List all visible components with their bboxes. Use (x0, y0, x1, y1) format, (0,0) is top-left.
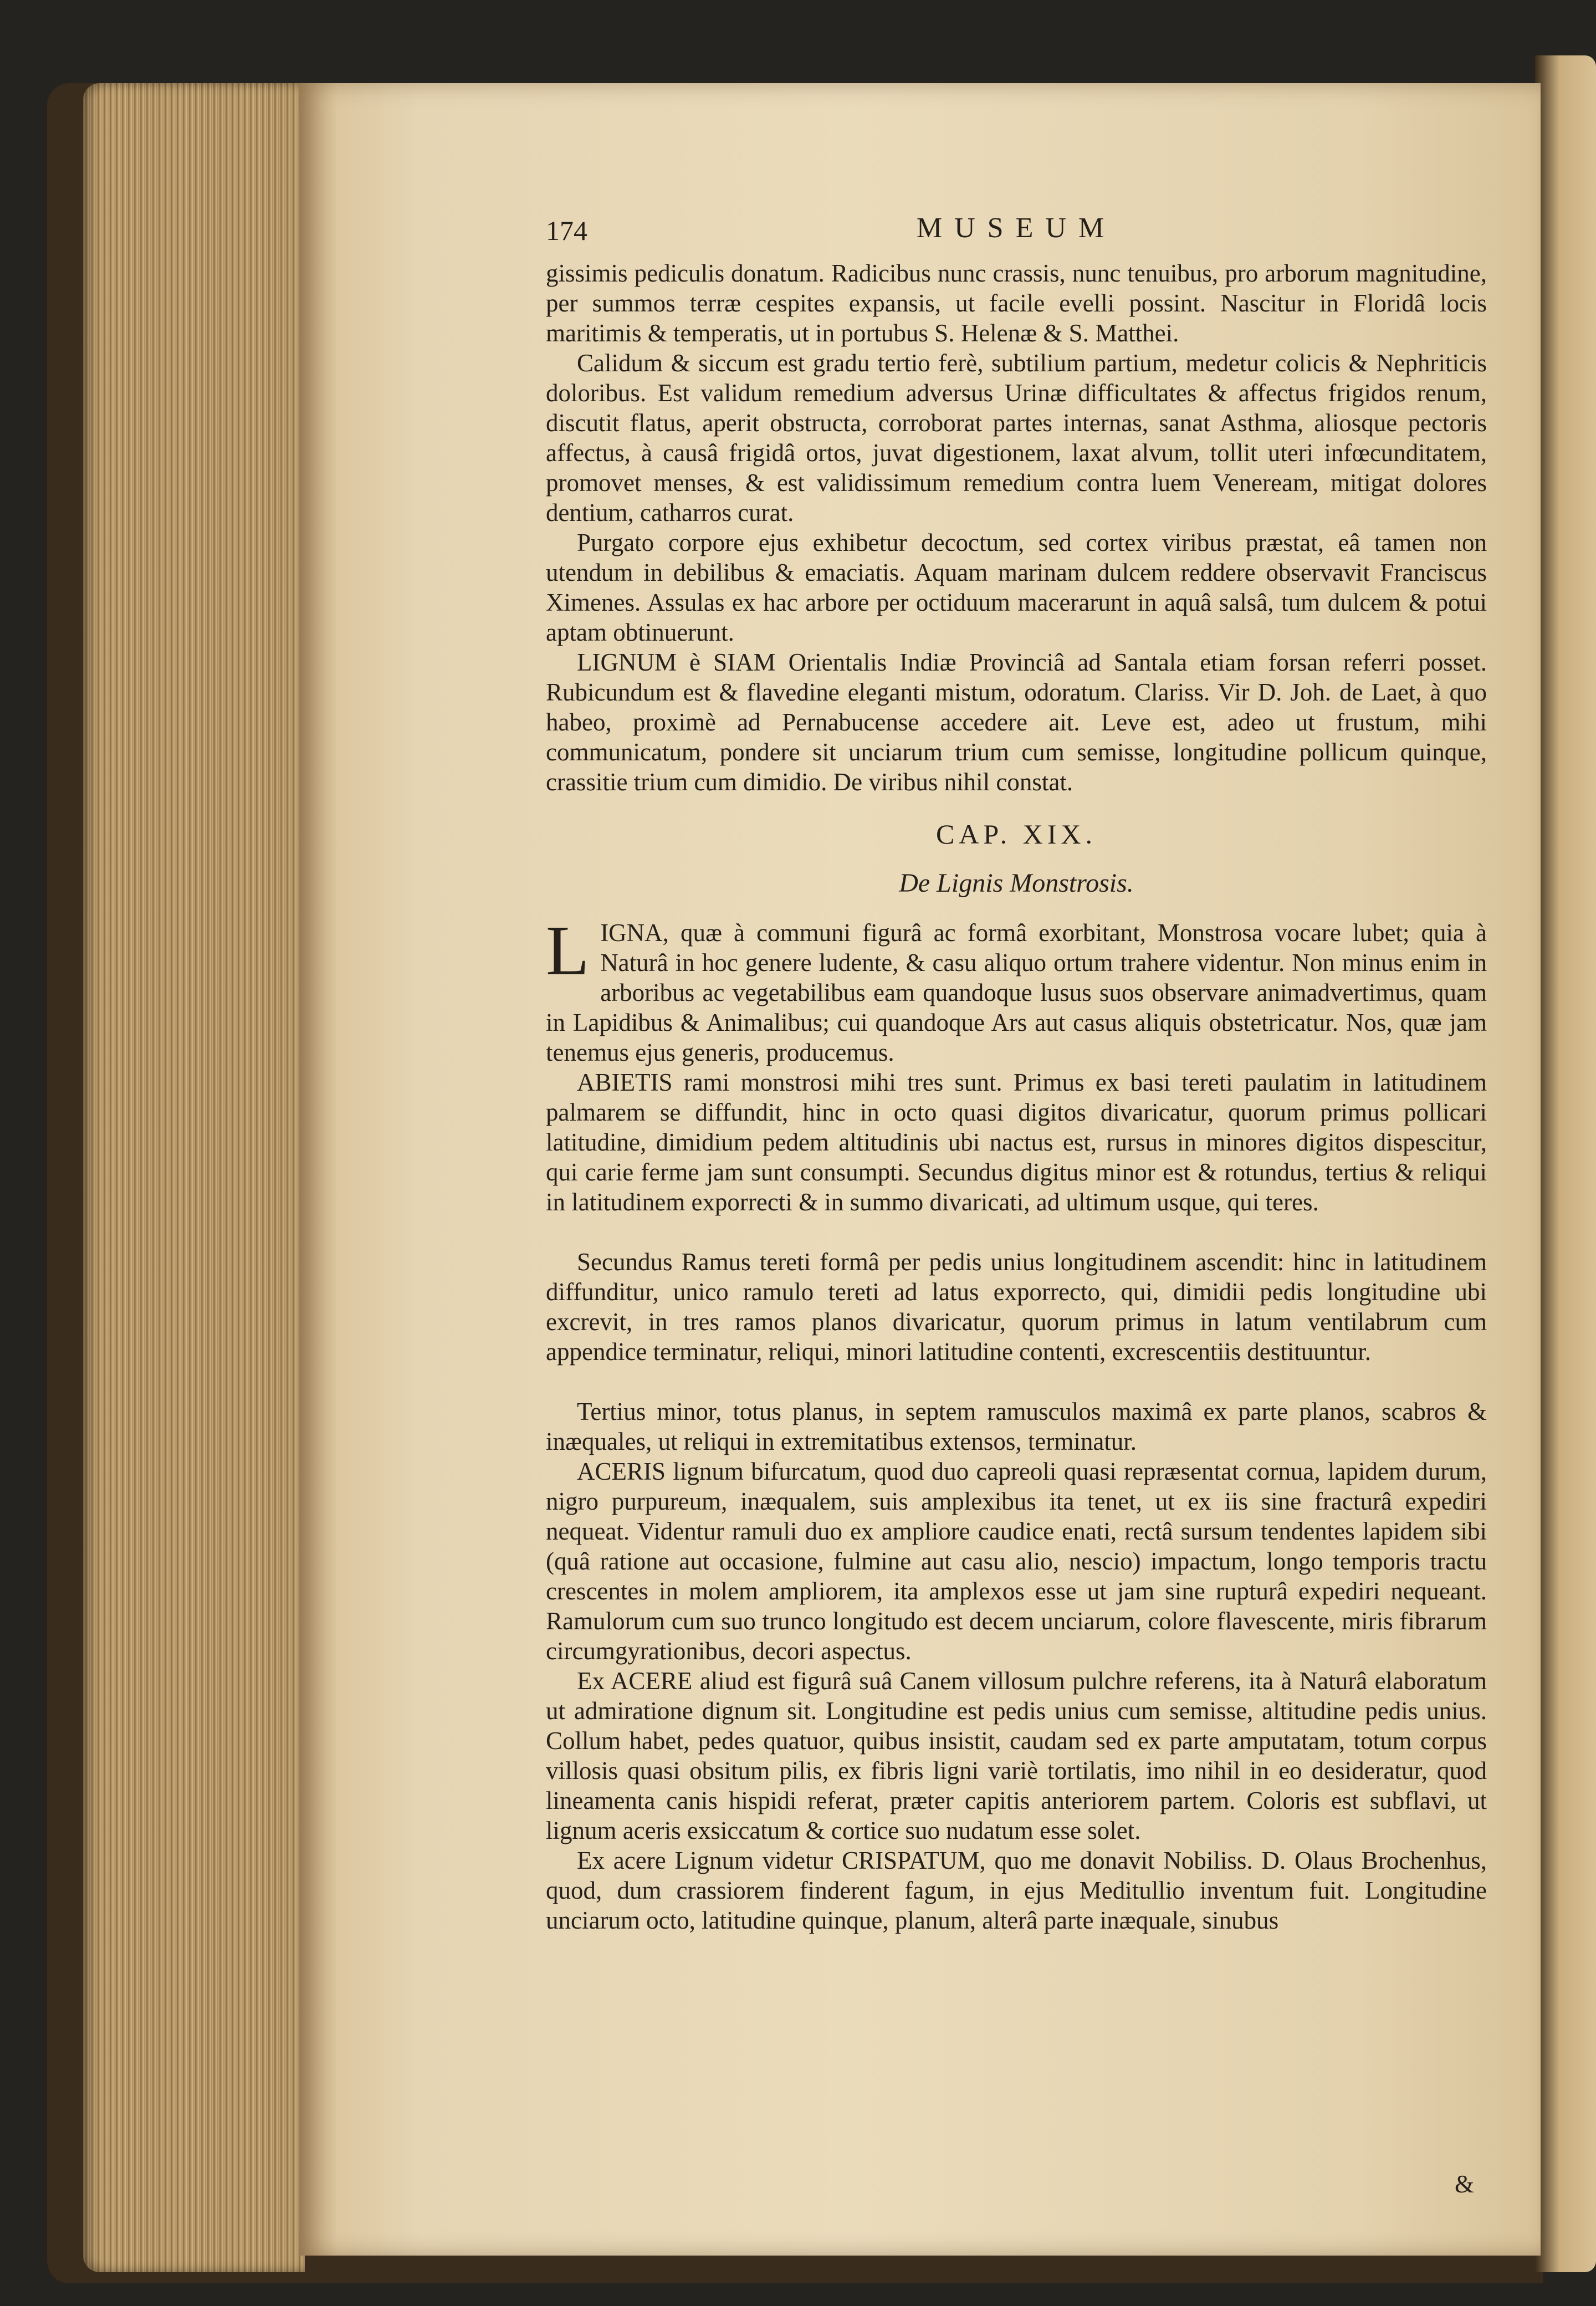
page-number: 174 (546, 215, 587, 246)
paragraph: ABIETIS rami monstrosi mihi tres sunt. Primus ex basi tereti paulatim in latitudinem palmarem se diffundit, hinc in octo quasi digitos divaricatur, quorum primus pollicari latitudine, dimidium pedem altitudinis ubi nactus est, rursus in minores digitos dispescitur, qui carie ferme jam sunt consumpti. Secundus digitus minor est & rotundus, tertius & reliqui in latitudinem exporrecti & in summo divaricati, ad ultimum usque, qui teres. (546, 1068, 1487, 1216)
paragraph: Tertius minor, totus planus, in septem ramusculos maximâ ex parte planos, scabros & inæquales, ut reliqui in extremitatibus extensos, terminatur. (546, 1398, 1487, 1455)
paragraph: gissimis pediculis donatum. Radicibus nunc crassis, nunc tenuibus, pro arborum magnitudine, per summos terræ cespites expansis, ut facile evelli possint. Nascitur in Floridâ locis maritimis & temperatis, ut in portubus S. Helenæ & S. Matthei. (546, 259, 1487, 347)
catchword: & (1455, 2170, 1475, 2198)
drop-cap: L (546, 911, 590, 990)
paragraph: LIGNUM è SIAM Orientalis Indiæ Provinciâ ad Santala etiam forsan referri posset. Rubicundum est & flavedine eleganti mistum, odoratum. Clariss. Vir D. Joh. de Laet, à quo habeo, proximè ad Pernabucense accedere ait. Leve est, adeo ut frustum, mihi communicatum, pondere sit unciarum trium cum semisse, longitudine pollicum quinque, crassitie trium cum dimidio. De viribus nihil constat. (546, 648, 1487, 796)
running-title: MUSEUM (916, 212, 1117, 244)
chapter-subtitle: De Lignis Monstrosis. (899, 868, 1134, 898)
page-block-edge (83, 83, 305, 2272)
paragraph-text: IGNA, quæ à communi figurâ ac formâ exorbitant, Monstrosa vocare lubet; quia à Naturâ in hoc genere ludente, & casu aliquo ortum trahere videntur. Non minus enim in arboribus ac vegetabilibus eam quandoque lusus suos observare animadvertimus, quam in Lapidibus & Animalibus; cui quandoque Ars aut casus aliquis obstetricatur. Nos, quæ jam tenemus ejus generis, producemus. (546, 919, 1487, 1066)
paragraph: Secundus Ramus tereti formâ per pedis unius longitudinem ascendit: hinc in latitudinem diffunditur, unico ramulo tereti ad latus exporrecto, qui, dimidii pedis longitudine ubi excrevit, in tres ramos planos divaricatur, quorum primus in latum ventilabrum cum appendice terminatur, reliqui, minori latitudine contenti, excrescentiis destituuntur. (546, 1248, 1487, 1366)
facing-page-edge (1535, 55, 1596, 2272)
paragraph: Ex ACERE aliud est figurâ suâ Canem villosum pulchre referens, ita à Naturâ elaboratum ut admiratione dignum sit. Longitudine est pedis unius cum semisse, altitudine pedis unius. Collum habet, pedes quatuor, quibus insistit, caudam sed ex parte amputatam, totum corpus villosis quasi obsitum pilis, ex fibris ligni variè tortilatis, imo nihil in eo desideratur, quod lineamenta canis hispidi referat, præter capitis anteriorem partem. Coloris est subflavi, ut lignum aceris exsiccatum & cortice suo nudatum esse solet. (546, 1667, 1487, 1844)
paragraph: ACERIS lignum bifurcatum, quod duo capreoli quasi repræsentat cornua, lapidem durum, nigro purpureum, inæqualem, suis amplexibus ita tenet, ut ex iis sine fracturâ expediri nequeat. Videntur ramuli duo ex ampliore caudice enati, rectâ sursum tendentes lapidem sibi (quâ ratione aut occasione, fulmine aut casu alio, nescio) impactum, longo temporis tractu crescentes in molem ampliorem, ita amplexos esse ut jam sine rupturâ expediri nequeant. Ramulorum cum suo trunco longitudo est decem unciarum, colore flavescente, miris fibrarum circumgyrationibus, decori aspectus. (546, 1458, 1487, 1665)
paragraph: Purgato corpore ejus exhibetur decoctum, sed cortex viribus præstat, eâ tamen non utendum in debilibus & emaciatis. Aquam marinam dulcem reddere observavit Franciscus Ximenes. Assulas ex hac arbore per octiduum macerarunt in aquâ salsâ, tum dulcem & potui aptam obtinuerunt. (546, 529, 1487, 646)
paragraph: Ex acere Lignum videtur CRISPATUM, quo me donavit Nobiliss. D. Olaus Brochenhus, quod, dum crassiorem finderent fagum, in ejus Meditullio inventum fuit. Longitudine unciarum octo, latitudine quinque, planum, alterâ parte inæquale, sinubus (546, 1847, 1487, 1934)
chapter-heading: CAP. XIX. (935, 819, 1097, 850)
paragraph: Calidum & siccum est gradu tertio ferè, subtilium partium, medetur colicis & Nephriticis doloribus. Est validum remedium adversus Urinæ difficultates & affectus frigidos renum, discutit flatus, aperit obstructa, corroborat partes internas, sanat Asthma, aliosque pectoris affectus, à causâ frigidâ ortos, juvat digestionem, laxat alvum, tollit uteri infœcunditatem, promovet menses, & est validissimum remedium contra luem Veneream, mitigat dolores dentium, catharros curat. (546, 349, 1487, 526)
chapter-first-paragraph (546, 911, 1487, 1067)
